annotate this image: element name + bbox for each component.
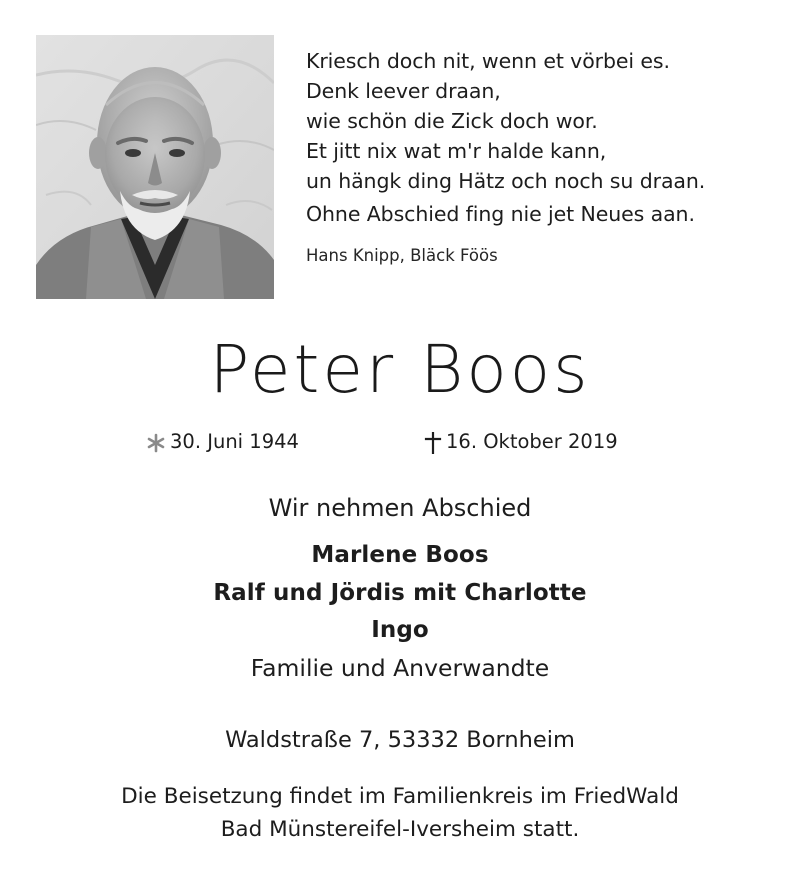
asterisk-icon (146, 433, 166, 453)
poem-line: Ohne Abschied fing nie jet Neues aan. (306, 202, 695, 226)
poem-line: Et jitt nix wat m'r halde kann, (306, 139, 607, 163)
life-dates (0, 425, 800, 459)
burial-line: Bad Münstereifel-Iversheim statt. (220, 817, 580, 842)
death-date-group (424, 425, 618, 459)
address: Waldstraße 7, 53332 Bornheim (225, 727, 575, 753)
birth-date-group (146, 425, 299, 459)
poem-line: Kriesch doch nit, wenn et vörbei es. (306, 49, 670, 73)
portrait-icon (36, 35, 274, 299)
burial-line: Die Beisetzung findet im Familienkreis im FriedWald (121, 784, 679, 809)
deceased-name: Peter Boos (209, 331, 591, 408)
poem-author: Hans Knipp, Bläck Föös (306, 246, 498, 265)
farewell-text: Wir nehmen Abschied (268, 494, 532, 522)
burial-note (0, 780, 800, 846)
mourners-list (0, 537, 800, 687)
poem-line: Denk leever draan, (306, 79, 501, 103)
poem (306, 46, 776, 267)
cross-icon (424, 432, 442, 454)
death-date: 16. Oktober 2019 (446, 430, 618, 453)
birth-date: 30. Juni 1944 (170, 430, 299, 453)
mourner-name: Ingo (371, 617, 429, 643)
mourner-name: Ralf und Jördis mit Charlotte (213, 579, 587, 606)
poem-line: un hängk ding Hätz och noch su draan. (306, 169, 706, 193)
mourner-name: Marlene Boos (311, 542, 489, 568)
poem-line: wie schön die Zick doch wor. (306, 109, 598, 133)
portrait-photo (36, 35, 274, 299)
mourner-family: Familie und Anverwandte (250, 653, 550, 682)
